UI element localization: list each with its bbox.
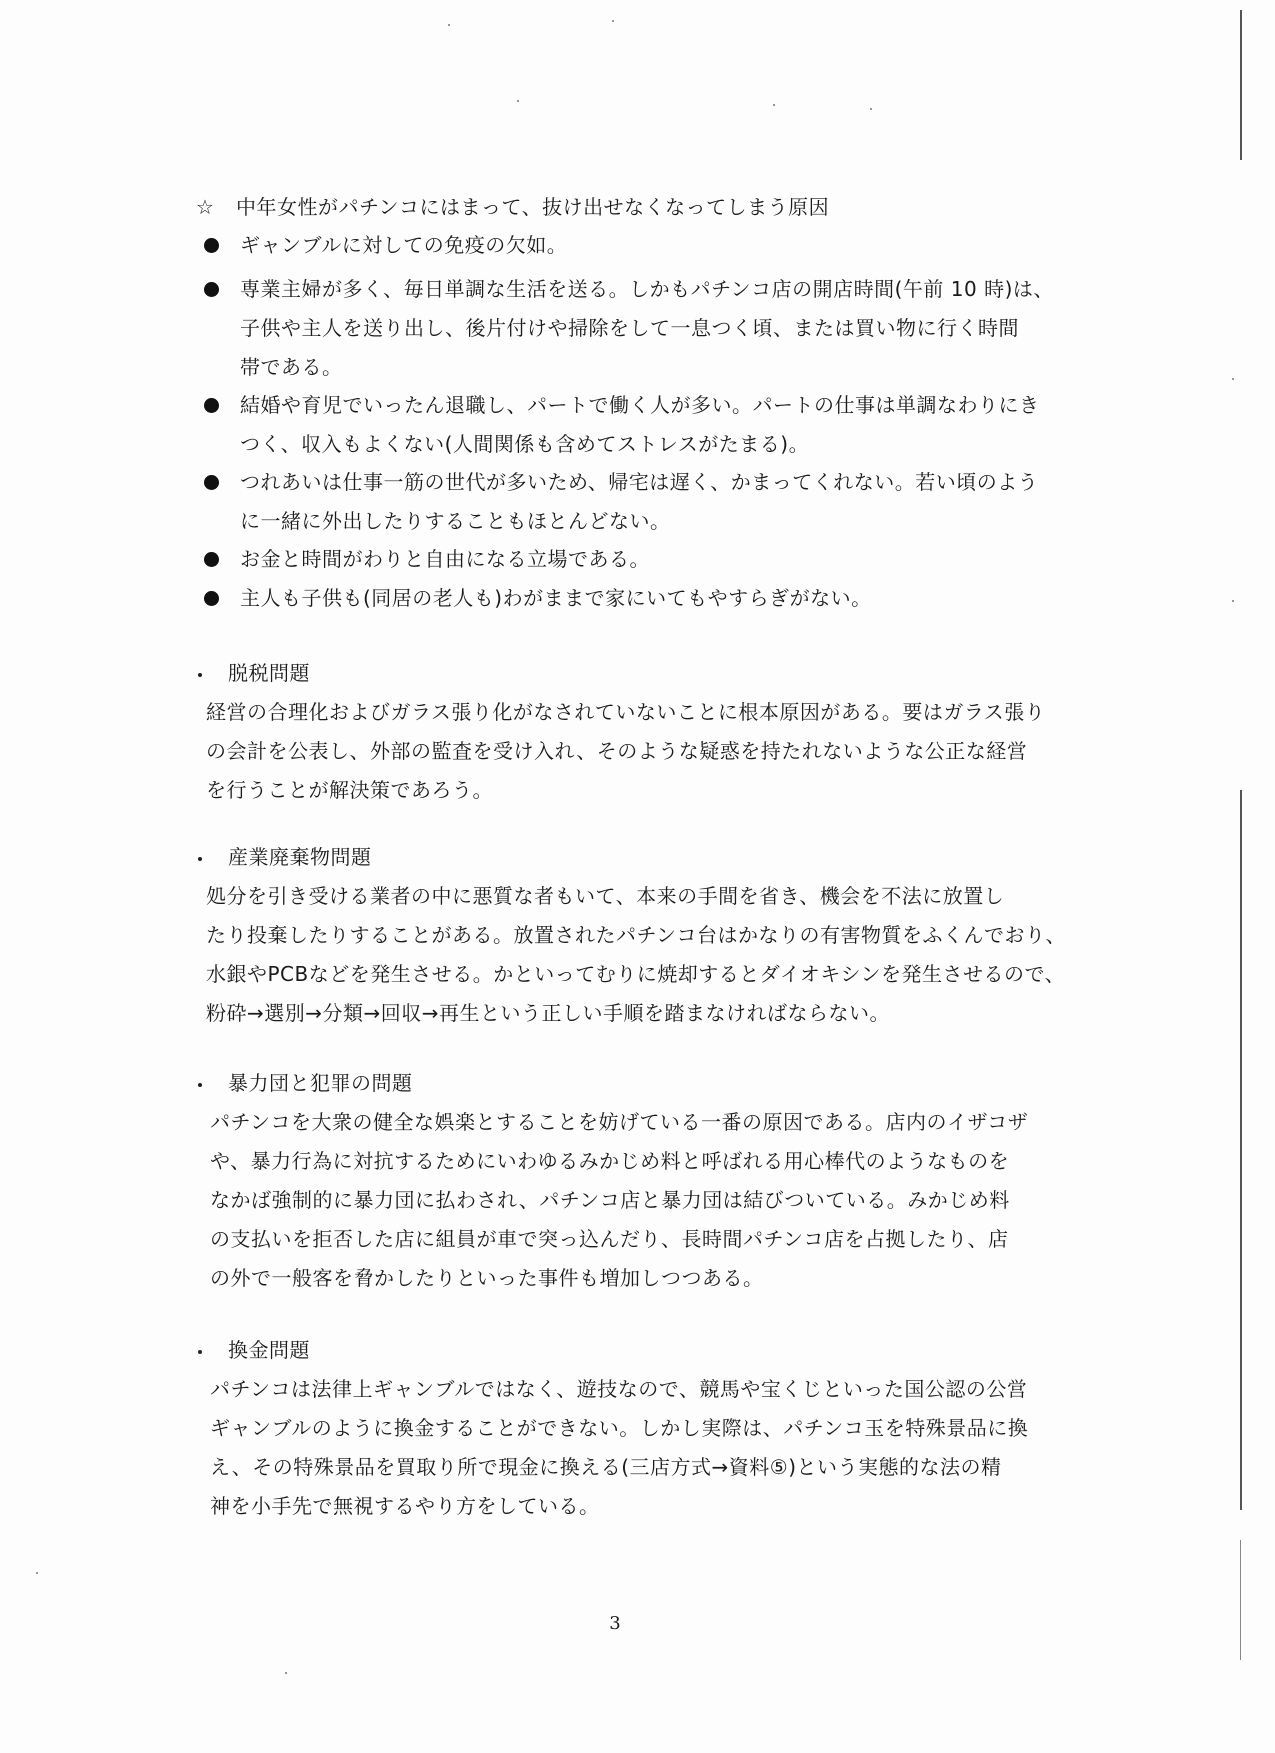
causes-heading: 中年女性がパチンコにはまって、抜け出せなくなってしまう原因 <box>236 195 830 219</box>
section-title: 脱税問題 <box>228 661 310 685</box>
section-title: 換金問題 <box>228 1338 310 1362</box>
cause-item-line: 結婚や育児でいったん退職し、パートで働く人が多い。パートの仕事は単調なわりにき <box>240 393 1040 417</box>
scan-speck <box>285 1672 287 1674</box>
scan-speck <box>870 108 872 110</box>
section-text-line: 経営の合理化およびガラス張り化がなされていないことに根本原因がある。要はガラス張り <box>206 700 1046 724</box>
section-text-line: や、暴力行為に対抗するためにいわゆるみかじめ料と呼ばれる用心棒代のようなものを <box>210 1149 1010 1173</box>
section-text-line: なかば強制的に暴力団に払わされ、パチンコ店と暴力団は結びついている。みかじめ料 <box>210 1188 1010 1212</box>
scan-edge-line <box>1240 790 1242 1510</box>
scan-speck <box>36 1572 38 1574</box>
scan-speck <box>1232 600 1234 602</box>
section-text-line: 水銀やPCBなどを発生させる。かといってむりに焼却するとダイオキシンを発生させるので、 <box>206 962 1066 986</box>
section-text-line: ギャンブルのように換金することができない。しかし実際は、パチンコ玉を特殊景品に換 <box>210 1416 1029 1440</box>
section-bullet-icon <box>198 1350 202 1354</box>
cause-item-line: お金と時間がわりと自由になる立場である。 <box>240 547 650 571</box>
bullet-icon <box>204 238 219 253</box>
cause-item-line: つれあいは仕事一筋の世代が多いため、帰宅は遅く、かまってくれない。若い頃のよう <box>240 470 1039 494</box>
cause-item-line: ギャンブルに対しての免疫の欠如。 <box>240 233 568 257</box>
section-text-line: え、その特殊景品を買取り所で現金に換える(三店方式→資料⑤)という実態的な法の精 <box>210 1455 1002 1479</box>
section-text-line: 処分を引き受ける業者の中に悪質な者もいて、本来の手間を省き、機会を不法に放置し <box>206 884 1005 908</box>
scan-speck <box>1232 378 1234 380</box>
bullet-icon <box>204 552 219 567</box>
bullet-icon <box>204 475 219 490</box>
section-text-line: 神を小手先で無視するやり方をしている。 <box>210 1494 600 1518</box>
section-bullet-icon <box>198 673 202 677</box>
scan-speck <box>448 24 450 26</box>
scan-edge-line <box>1240 10 1242 160</box>
cause-item-line: に一緒に外出したりすることもほとんどない。 <box>240 509 671 533</box>
section-text-line: を行うことが解決策であろう。 <box>206 778 493 802</box>
section-bullet-icon <box>198 857 202 861</box>
section-bullet-icon <box>198 1083 202 1087</box>
section-text-line: の外で一般客を脅かしたりといった事件も増加しつつある。 <box>210 1266 764 1290</box>
cause-item-line: 帯である。 <box>240 355 343 379</box>
cause-item-line: 専業主婦が多く、毎日単調な生活を送る。しかもパチンコ店の開店時間(午前 10 時)は、 <box>240 277 1054 301</box>
section-title: 暴力団と犯罪の問題 <box>228 1071 413 1095</box>
cause-item-line: つく、収入もよくない(人間関係も含めてストレスがたまる)。 <box>240 432 810 456</box>
page-number: 3 <box>609 1613 621 1634</box>
bullet-icon <box>204 398 219 413</box>
section-text-line: たり投棄したりすることがある。放置されたパチンコ台はかなりの有害物質をふくんでおり、 <box>206 923 1066 947</box>
section-text-line: 粉砕→選別→分類→回収→再生という正しい手順を踏まなければならない。 <box>206 1001 891 1025</box>
scan-edge-line <box>1240 1540 1241 1660</box>
star-icon: ☆ <box>196 195 214 219</box>
bullet-icon <box>204 591 219 606</box>
section-title: 産業廃棄物問題 <box>228 845 372 869</box>
cause-item-line: 子供や主人を送り出し、後片付けや掃除をして一息つく頃、または買い物に行く時間 <box>240 316 1019 340</box>
cause-item-line: 主人も子供も(同居の老人も)わがままで家にいてもやすらぎがない。 <box>240 586 872 610</box>
scan-speck <box>773 104 775 106</box>
section-text-line: の会計を公表し、外部の監査を受け入れ、そのような疑惑を持たれないような公正な経営 <box>206 739 1028 763</box>
scan-speck <box>517 100 519 102</box>
section-text-line: の支払いを拒否した店に組員が車で突っ込んだり、長時間パチンコ店を占拠したり、店 <box>210 1227 1009 1251</box>
section-text-line: パチンコを大衆の健全な娯楽とすることを妨げている一番の原因である。店内のイザコザ <box>210 1110 1029 1134</box>
scan-speck <box>612 20 614 22</box>
bullet-icon <box>204 282 219 297</box>
section-text-line: パチンコは法律上ギャンブルではなく、遊技なので、競馬や宝くじといった国公認の公営 <box>210 1377 1028 1401</box>
